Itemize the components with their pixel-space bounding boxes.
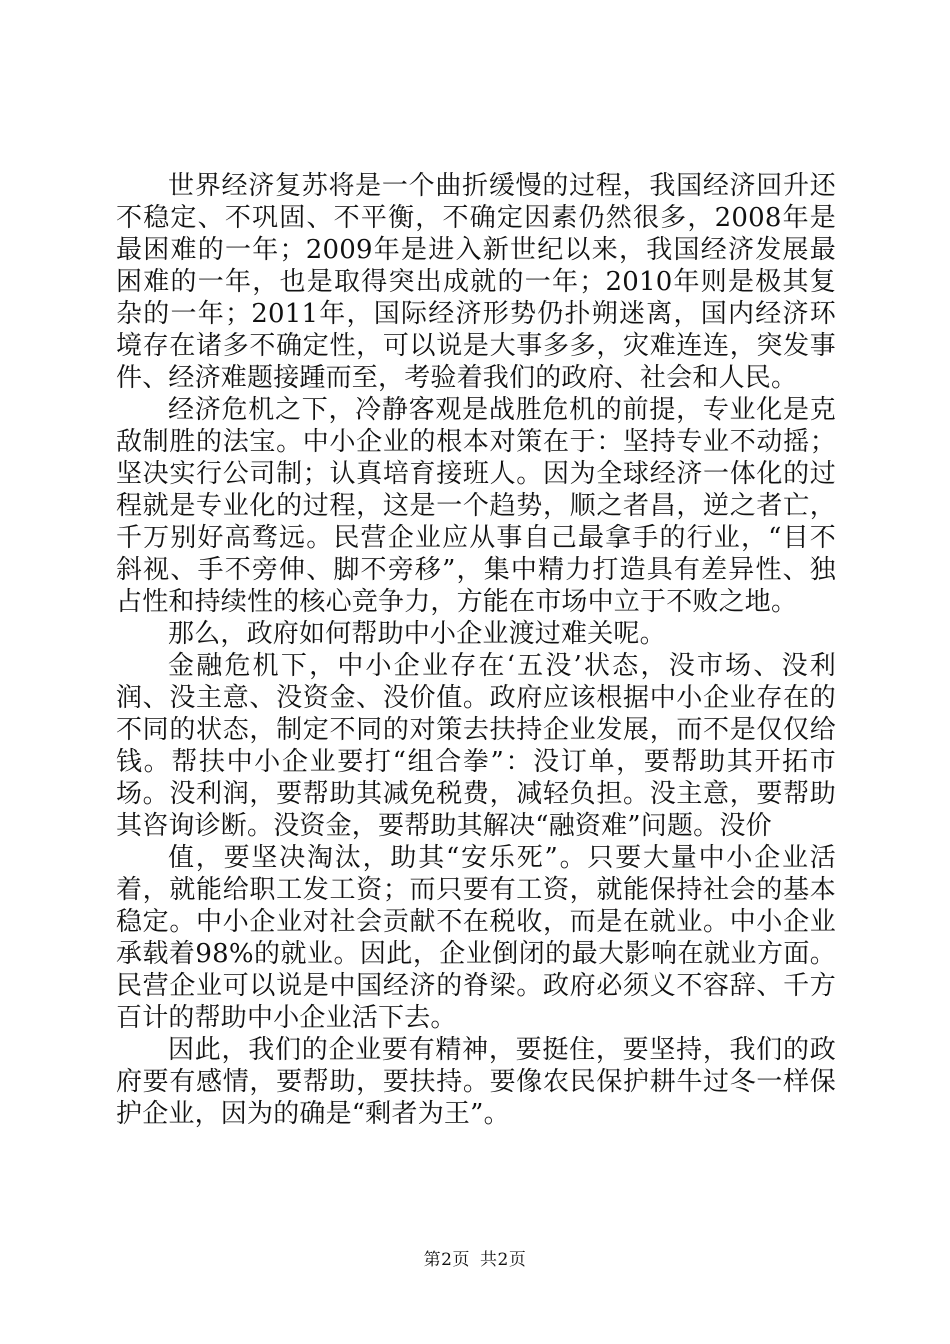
page-number-total: 共2页 (480, 1250, 527, 1270)
paragraph-1: 世界经济复苏将是一个曲折缓慢的过程，我国经济回升还不稳定、不巩固、不平衡，不确定因素仍然很多，2008年是最困难的一年；2009年是进入新世纪以来，我国经济发展最困难的一年，也是取得突出成就的一年；2010年则是极其复杂的一年；2011年，国际经济形势仍扑朔迷离，国内经济环境存在诸多不确定性，可以说是大事多多，灾难连连，突发事件、经济难题接踵而至，考验着我们的政府、社会和人民。 (116, 171, 836, 393)
paragraph-2: 经济危机之下，冷静客观是战胜危机的前提，专业化是克敌制胜的法宝。中小企业的根本对策在于：坚持专业不动摇；坚决实行公司制；认真培育接班人。因为全球经济一体化的过程就是专业化的过程，这是一个趋势，顺之者昌，逆之者亡，千万别好高骛远。民营企业应从事自己最拿手的行业，“目不斜视、手不旁伸、脚不旁移”，集中精力打造具有差异性、独占性和持续性的核心竞争力，方能在市场中立于不败之地。 (116, 395, 836, 617)
document-body (116, 170, 836, 1130)
page-footer (0, 1245, 950, 1270)
paragraph-4: 金融危机下，中小企业存在‘五没’状态，没市场、没利润、没主意、没资金、没价值。政府应该根据中小企业存在的不同的状态，制定不同的对策去扶持企业发展，而不是仅仅给钱。帮扶中小企业要打“组合拳”：没订单，要帮助其开拓市场。没利润，要帮助其减免税费，减轻负担。没主意，要帮助其咨询诊断。没资金，要帮助其解决“融资难”问题。没价 (116, 651, 836, 841)
page-number-current: 第2页 (423, 1250, 470, 1270)
paragraph-6: 因此，我们的企业要有精神，要挺住，要坚持，我们的政府要有感情，要帮助，要扶持。要像农民保护耕牛过冬一样保护企业，因为的确是“剩者为王”。 (116, 1035, 836, 1129)
paragraph-3: 那么，政府如何帮助中小企业渡过难关呢。 (168, 619, 666, 649)
paragraph-5: 值，要坚决淘汰，助其“安乐死”。只要大量中小企业活着，就能给职工发工资；而只要有工资，就能保持社会的基本稳定。中小企业对社会贡献不在税收，而是在就业。中小企业承载着98%的就业。因此，企业倒闭的最大影响在就业方面。民营企业可以说是中国经济的脊梁。政府必须义不容辞、千方百计的帮助中小企业活下去。 (116, 843, 836, 1033)
